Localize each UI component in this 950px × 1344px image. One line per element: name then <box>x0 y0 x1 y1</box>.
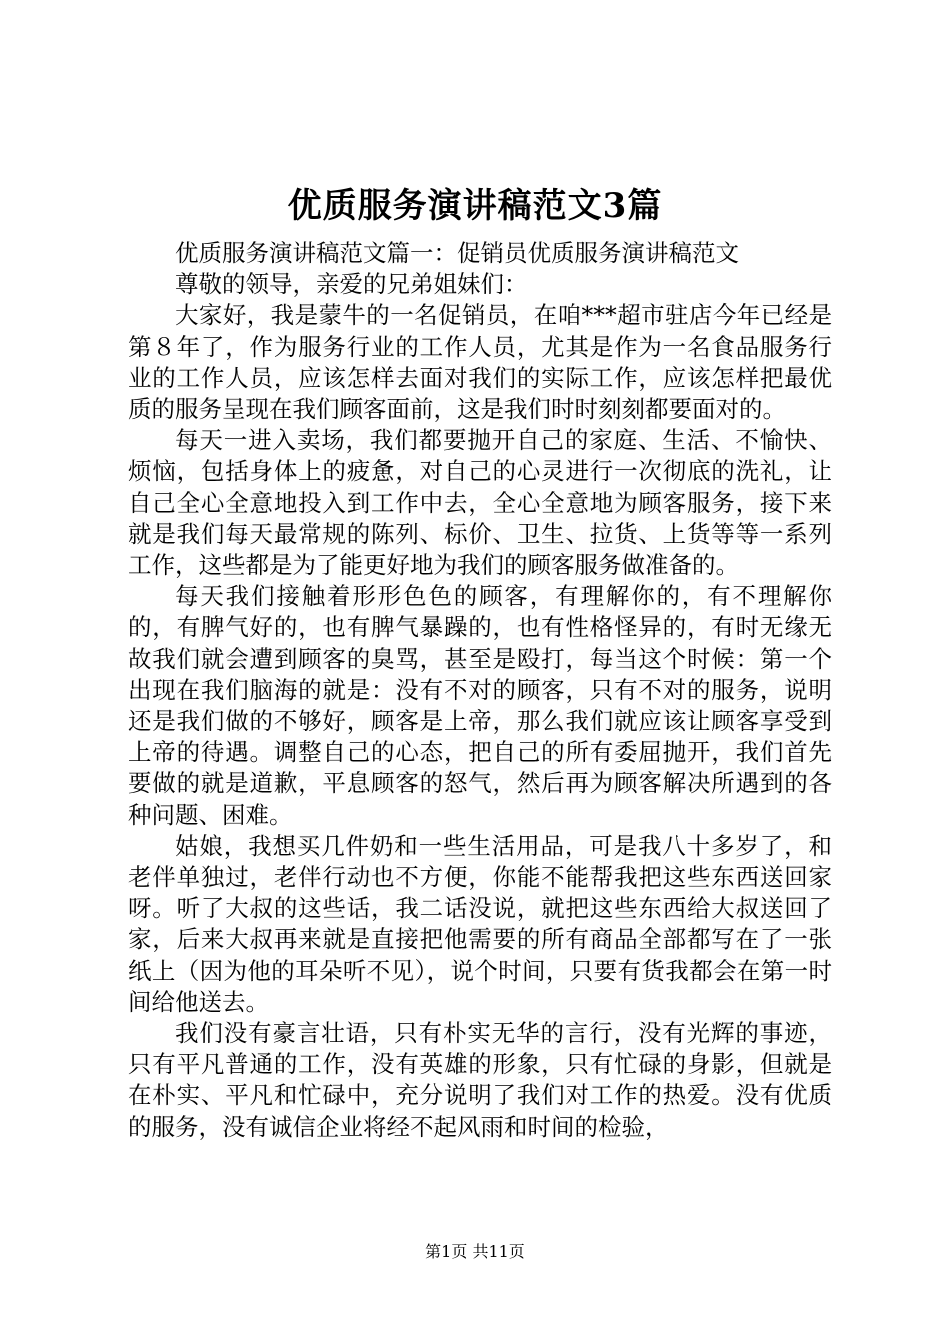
document-title: 优质服务演讲稿范文3篇 <box>287 186 663 226</box>
document-body <box>128 238 832 1143</box>
body-paragraph: 姑娘，我想买几件奶和一些生活用品，可是我八十多岁了，和老伴单独过，老伴行动也不方便，你能不能帮我把这些东西送回家呀。听了大叔的这些话，我二话没说，就把这些东西给大叔送回了家，后来大叔再来就是直接把他需要的所有商品全部都写在了一张纸上（因为他的耳朵听不见），说个时间，只要有货我都会在第一时间给他送去。 <box>128 831 832 1016</box>
subtitle-paragraph: 优质服务演讲稿范文篇一：促销员优质服务演讲稿范文 <box>175 239 739 267</box>
body-paragraph: 大家好，我是蒙牛的一名促销员，在咱***超市驻店今年已经是第８年了，作为服务行业的工作人员，尤其是作为一名食品服务行业的工作人员，应该怎样去面对我们的实际工作，应该怎样把最优质的服务呈现在我们顾客面前，这是我们时时刻刻都要面对的。 <box>128 301 832 424</box>
body-paragraph: 每天我们接触着形形色色的顾客，有理解你的，有不理解你的，有脾气好的，也有脾气暴躁的，也有性格怪异的，有时无缘无故我们就会遭到顾客的臭骂，甚至是殴打，每当这个时候：第一个出现在我们脑海的就是：没有不对的顾客，只有不对的服务，说明还是我们做的不够好，顾客是上帝，那么我们就应该让顾客享受到上帝的待遇。调整自己的心态，把自己的所有委屈抛开，我们首先要做的就是道歉，平息顾客的怒气，然后再为顾客解决所遇到的各种问题、困难。 <box>128 582 832 829</box>
body-paragraph: 每天一进入卖场，我们都要抛开自己的家庭、生活、不愉快、烦恼，包括身体上的疲惫，对自己的心灵进行一次彻底的洗礼，让自己全心全意地投入到工作中去，全心全意地为顾客服务，接下来就是我们每天最常规的陈列、标价、卫生、拉货、上货等等一系列工作，这些都是为了能更好地为我们的顾客服务做准备的。 <box>128 426 832 580</box>
body-paragraph: 我们没有豪言壮语，只有朴实无华的言行，没有光辉的事迹，只有平凡普通的工作，没有英雄的形象，只有忙碌的身影，但就是在朴实、平凡和忙碌中，充分说明了我们对工作的热爱。没有优质的服务，没有诚信企业将经不起风雨和时间的检验， <box>128 1019 832 1141</box>
page-number-footer: 第1页 共11页 <box>425 1242 525 1261</box>
salutation-paragraph: 尊敬的领导，亲爱的兄弟姐妹们： <box>175 270 528 299</box>
